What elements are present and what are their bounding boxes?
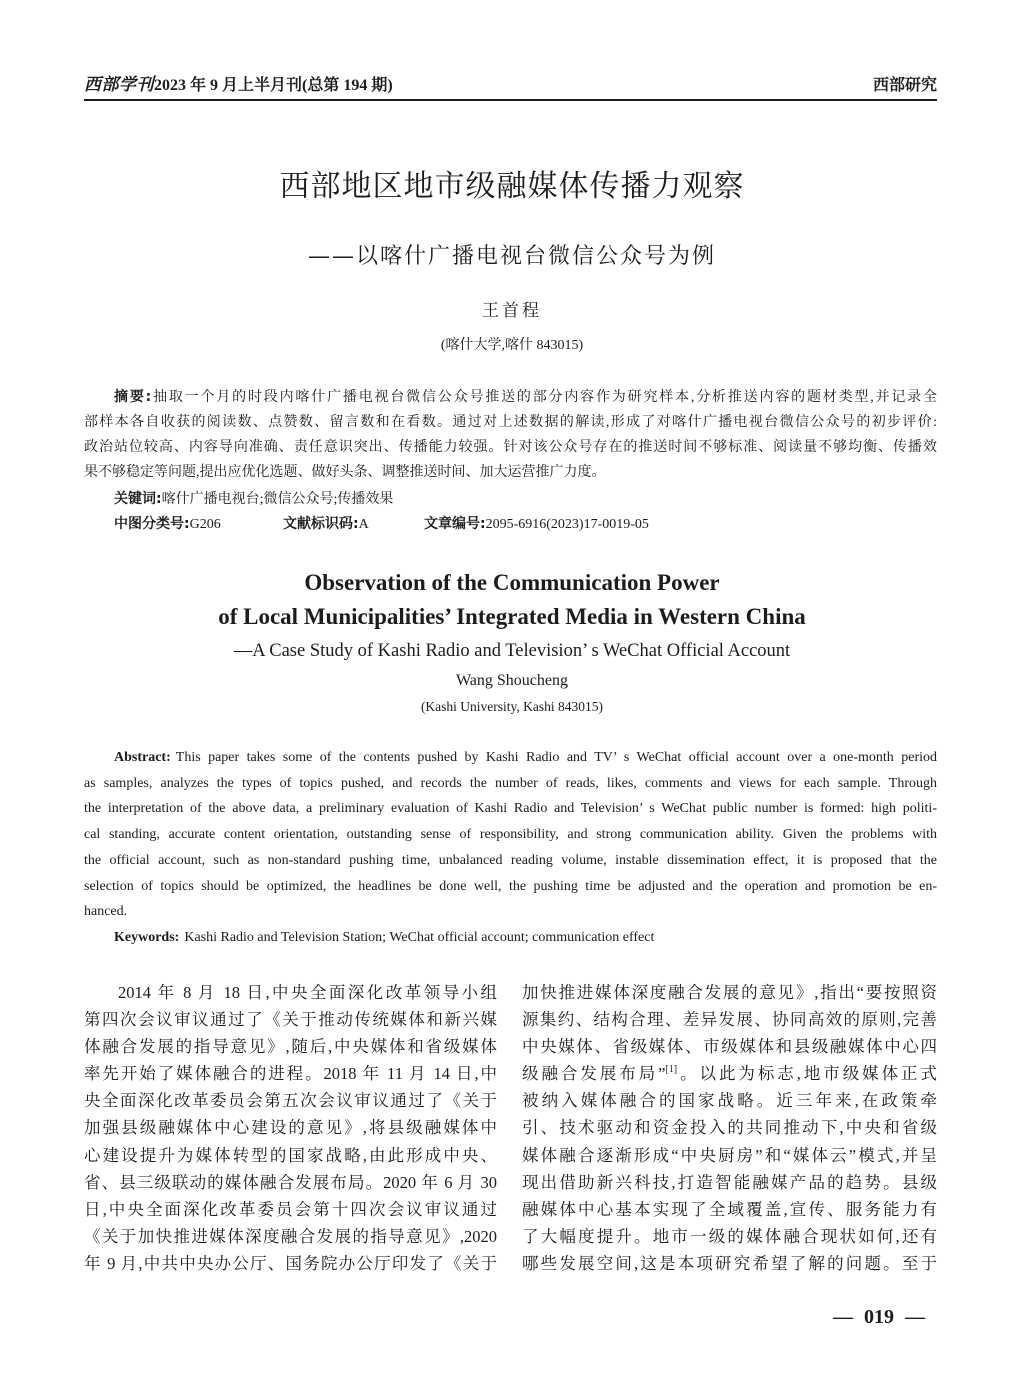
body-line: 被纳入媒体融合的国家战略。近三年来,在政策牵 [522,1091,937,1111]
article-number-label: 文章编号: [424,516,486,532]
issue-info: 2023 年 9 月上半月刊(总第 194 期) [154,77,393,94]
title-en-line: Observation of the Communication Power [304,570,720,595]
body-line: 央全面深化改革委员会第五次会议审议通过了《关于 [84,1091,497,1111]
abstract-en-line: the official account, such as non-standard pushing time, unbalanced reading volume, instable dissemination effect, it is proposed that the [84,852,937,868]
body-right-column [522,979,937,1277]
title-cn: 西部地区地市级融媒体传播力观察 [279,169,745,204]
body-line: 现出借助新兴科技,打造智能融媒产品的趋势。县级 [522,1172,937,1192]
body-line: 日,中央全面深化改革委员会第十四次会议审议通过 [84,1199,497,1219]
document-code [283,512,369,537]
abstract-cn-line: 部样本各自收获的阅读数、点赞数、留言数和在看数。通过对上述数据的解读,形成了对喀什广播电视台微信公众号的初步评价: [84,415,937,430]
page-number: — 019 — [833,1306,925,1328]
abstract-en-line: hanced. [84,904,128,920]
author-en: Wang Shoucheng [455,672,569,689]
body-line: 心建设提升为媒体转型的国家战略,由此形成中央、 [84,1145,497,1165]
clc-number [114,512,221,537]
body-line: 年 9 月,中共中央办公厅、国务院办公厅印发了《关于 [84,1253,497,1273]
journal-logo: 西部学刊 [84,75,154,95]
body-line: 媒体融合逐渐形成“中央厨房”和“媒体云”模式,并呈 [522,1145,937,1165]
body-line-text: 级融合发展布局” [522,1064,666,1084]
keywords-cn-label: 关键词: [114,491,162,507]
keywords-en [114,925,654,951]
body-left-column [84,979,497,1277]
body-line: 哪些发展空间,这是本项研究希望了解的问题。至于 [522,1253,937,1273]
body-line: 引、技术驱动和资金投入的共同推动下,中央和省级 [522,1118,937,1138]
abstract-en-text: This paper takes some of the contents pushed by Kashi Radio and TV’ s WeChat official account over a one-month period [175,750,937,765]
abstract-cn [84,385,937,485]
body-line-text: 。以此为标志,地市级媒体正式 [677,1064,937,1084]
keywords-cn-text: 喀什广播电视台;微信公众号;传播效果 [161,492,394,507]
abstract-en-label: Abstract: [114,750,171,765]
abstract-cn-text: 抽取一个月的时段内喀什广播电视台微信公众号推送的部分内容作为研究样本,分析推送内容的题材类型,并记录全 [151,390,938,405]
body-line: 第四次会议审议通过了《关于推动传统媒体和新兴媒 [84,1010,497,1030]
article-number [424,512,649,537]
abstract-cn-label: 摘要: [114,389,152,405]
abstract-en-line: selection of topics should be optimized, the headlines be done well, the pushing time be adjusted and the operation and promotion be en- [84,878,937,894]
abstract-cn-line: 果不够稳定等问题,提出应优化选题、做好头条、调整推送时间、加大运营推广力度。 [84,465,606,480]
body-line: 《关于加快推进媒体深度融合发展的指导意见》,2020 [84,1226,497,1246]
clc-label: 中图分类号: [114,516,190,532]
body-line: 融媒体中心基本实现了全域覆盖,宣传、服务能力有 [522,1199,937,1219]
header-rule [84,99,937,101]
title-en-line: of Local Municipalities’ Integrated Media in Western China [218,604,806,629]
body-line: 2014 年 8 月 18 日,中央全面深化改革领导小组 [118,983,497,1002]
abstract-en-line [84,745,937,771]
keywords-en-text: Kashi Radio and Television Station; WeChat official account; communication effect [184,930,655,945]
abstract-en-line: cal standing, accurate content orientation, outstanding sense of responsibility, and strong communication ability. Given the problems with [84,827,937,843]
affiliation-en: (Kashi University, Kashi 843015) [420,699,604,714]
citation-marker: [1] [665,1064,678,1076]
body-line: 率先开始了媒体融合的进程。2018 年 11 月 14 日,中 [84,1064,497,1084]
abstract-cn-line [84,385,937,410]
keywords-cn [114,487,393,512]
body-line: 加快推进媒体深度融合发展的意见》,指出“要按照资 [522,983,937,1002]
document-code-label: 文献标识码: [283,516,359,532]
keywords-en-label: Keywords: [114,930,180,945]
running-header [84,73,393,97]
body-line: 了大幅度提升。地市一级的媒体融合现状如何,还有 [522,1226,937,1246]
body-line: 省、县三级联动的媒体融合发展布局。2020 年 6 月 30 [84,1172,498,1192]
column-name: 西部研究 [872,75,937,94]
abstract-en-line: as samples, analyzes the types of topics pushed, and records the number of reads, likes, comments and views for each sample. Through [84,775,937,791]
title-en [0,566,1024,634]
document-code-value: A [358,517,369,532]
subtitle-cn: ——以喀什广播电视台微信公众号为例 [307,244,716,269]
body-line: 中央媒体、省级媒体、市级媒体和县级融媒体中心四 [522,1037,937,1057]
subtitle-en: —A Case Study of Kashi Radio and Television’ s WeChat Official Account [233,641,791,661]
abstract-en-line: the interpretation of the above data, a preliminary evaluation of Kashi Radio and Television’ s WeChat public number is formed: high politi- [84,801,937,817]
body-line: 源集约、结构合理、差异发展、协同高效的原则,完善 [522,1010,937,1030]
author-cn: 王首程 [482,301,542,321]
clc-value: G206 [189,517,221,532]
article-number-value: 2095-6916(2023)17-0019-05 [485,517,649,532]
body-line: 体融合发展的指导意见》,随后,中央媒体和省级媒体 [84,1037,497,1057]
abstract-cn-line: 政治站位较高、内容导向准确、责任意识突出、传播能力较强。针对该公众号存在的推送时间不够标准、阅读量不够均衡、传播效 [84,440,937,455]
abstract-en [84,745,937,925]
body-line [522,1060,937,1087]
affiliation-cn: (喀什大学,喀什 843015) [440,338,584,353]
body-line: 加强县级融媒体中心建设的意见》,将县级融媒体中 [84,1118,497,1138]
